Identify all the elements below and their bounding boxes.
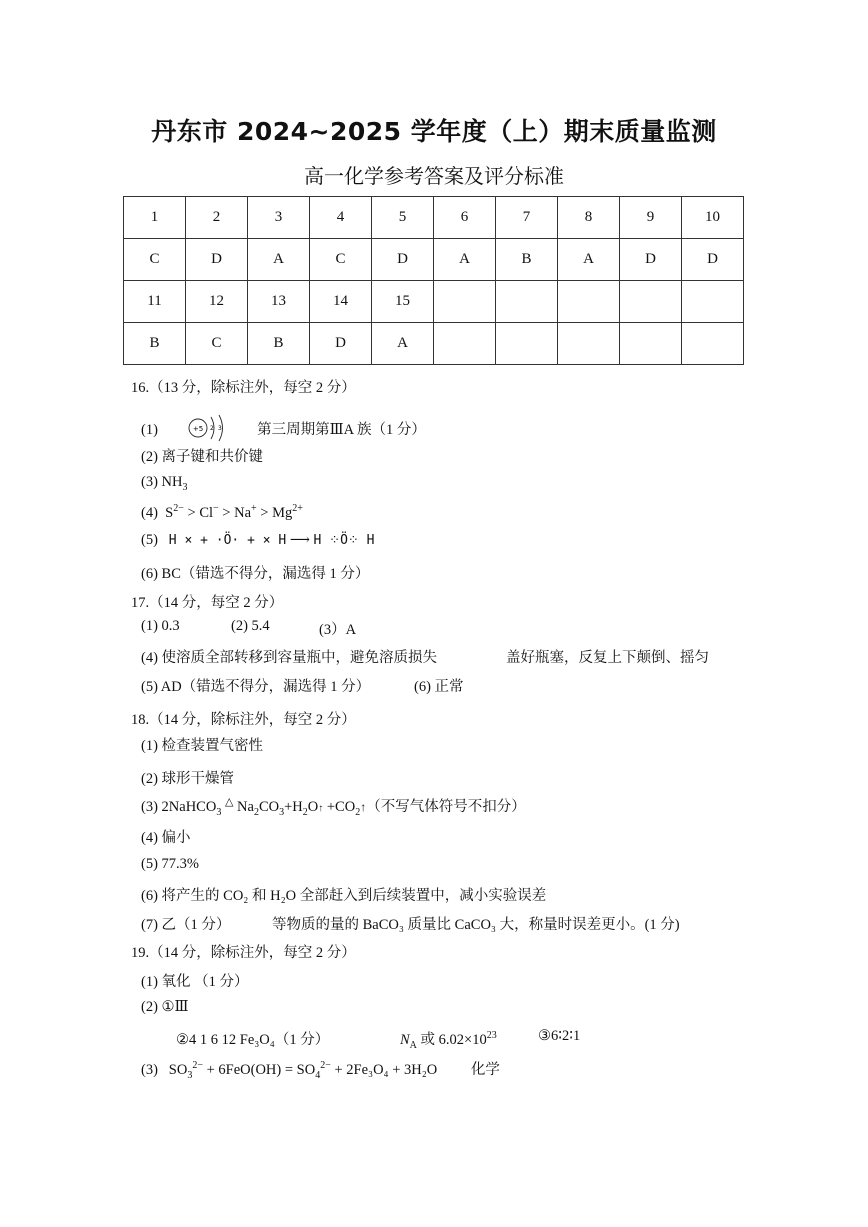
- q16-p1-text: 第三周期第ⅢA 族（1 分）: [257, 421, 426, 438]
- table-cell: [434, 323, 496, 365]
- table-cell: D: [372, 239, 434, 281]
- table-cell: A: [248, 239, 310, 281]
- q16-part1: [141, 413, 426, 448]
- q16-part2: (2) 离子键和共价键: [141, 449, 264, 465]
- q18-part6: (6) 将产生的 CO₂ 和 H₂O 全部赶入到后续装置中，减小实验误差: [141, 888, 547, 904]
- table-cell: 10: [682, 197, 744, 239]
- table-cell: 3: [248, 197, 310, 239]
- gas-arrow-icon: ↑: [318, 803, 324, 814]
- q18-part7a: (7) 乙（1 分）: [141, 917, 231, 933]
- table-row: [124, 281, 744, 323]
- q16-part6: (6) BC（错选不得分，漏选得 1 分）: [141, 566, 370, 582]
- q18-part1: (1) 检查装置气密性: [141, 738, 264, 754]
- atom-nucleus-label: +5: [192, 425, 203, 433]
- table-cell: A: [558, 239, 620, 281]
- table-cell: [558, 281, 620, 323]
- table-row: [124, 323, 744, 365]
- table-row: [124, 197, 744, 239]
- q18-part4: (4) 偏小: [141, 830, 191, 846]
- q16-header: 16.（13 分，除标注外，每空 2 分）: [131, 380, 356, 396]
- table-cell: 15: [372, 281, 434, 323]
- table-cell: 2: [186, 197, 248, 239]
- table-cell: 7: [496, 197, 558, 239]
- q17-part3: (3）A: [319, 622, 357, 638]
- q19-part2d: ③6∶2∶1: [538, 1028, 581, 1044]
- q19-part2c: $N_A$ 或 $6.02\times 10^{23}$: [400, 1030, 497, 1051]
- q17-part5: (5) AD（错选不得分，漏选得 1 分）: [141, 679, 371, 695]
- table-cell: [682, 281, 744, 323]
- gas-arrow-icon: ↑: [360, 800, 367, 814]
- q18-part5: (5) 77.3%: [141, 856, 199, 872]
- table-cell: [434, 281, 496, 323]
- q19-part2: (2) ①Ⅲ: [141, 999, 189, 1015]
- table-row: [124, 239, 744, 281]
- table-cell: 11: [124, 281, 186, 323]
- q17-part6: (6) 正常: [414, 679, 464, 695]
- table-cell: D: [682, 239, 744, 281]
- table-cell: [682, 323, 744, 365]
- atom-structure-diagram: [184, 413, 244, 448]
- q17-header: 17.（14 分，每空 2 分）: [131, 595, 284, 611]
- table-cell: C: [124, 239, 186, 281]
- table-cell: 12: [186, 281, 248, 323]
- table-cell: 4: [310, 197, 372, 239]
- table-cell: C: [186, 323, 248, 365]
- q19-part2b: ②4 1 6 12 Fe₃O₄（1 分）: [176, 1032, 330, 1048]
- q17-part4b: 盖好瓶塞，反复上下颠倒、摇匀: [506, 650, 709, 666]
- q18-part2: (2) 球形干燥管: [141, 771, 235, 787]
- table-cell: 6: [434, 197, 496, 239]
- q18-part7b: 等物质的量的 BaCO₃ 质量比 CaCO₃ 大，称量时误差更小。(1 分): [272, 917, 680, 933]
- electron-formation-right: H ⁘Ö⁘ H: [313, 533, 375, 548]
- table-cell: 1: [124, 197, 186, 239]
- electron-formation-left: H × + ·Ö· + × H: [168, 533, 287, 548]
- table-cell: D: [620, 239, 682, 281]
- table-cell: 8: [558, 197, 620, 239]
- table-cell: [558, 323, 620, 365]
- q17-part1: (1) 0.3: [141, 618, 180, 634]
- table-cell: 13: [248, 281, 310, 323]
- table-cell: 5: [372, 197, 434, 239]
- reaction-arrow: ⟶: [289, 533, 310, 548]
- heat-condition-symbol: △: [224, 796, 234, 808]
- table-cell: A: [434, 239, 496, 281]
- table-cell: 9: [620, 197, 682, 239]
- table-cell: A: [372, 323, 434, 365]
- answer-table: [123, 196, 744, 365]
- q17-part2: (2) 5.4: [231, 618, 270, 634]
- table-cell: [620, 281, 682, 323]
- q19-part1: (1) 氧化 （1 分）: [141, 974, 249, 990]
- table-cell: [496, 281, 558, 323]
- page-title: 丹东市 2024~2025 学年度（上）期末质量监测: [151, 117, 717, 146]
- q17-part4a: (4) 使溶质全部转移到容量瓶中，避免溶质损失: [141, 650, 438, 666]
- q19-header: 19.（14 分，除标注外，每空 2 分）: [131, 945, 356, 961]
- table-cell: B: [248, 323, 310, 365]
- table-cell: B: [496, 239, 558, 281]
- table-cell: B: [124, 323, 186, 365]
- table-cell: [620, 323, 682, 365]
- page-subtitle: 高一化学参考答案及评分标准: [304, 164, 564, 188]
- q18-header: 18.（14 分，除标注外，每空 2 分）: [131, 712, 356, 728]
- table-cell: C: [310, 239, 372, 281]
- table-cell: [496, 323, 558, 365]
- q16-part3: (3) $NH_3$: [141, 474, 188, 493]
- q19-part3: (3) $SO_3^{2-} + 6FeO(OH) = SO_4^{2-} + 2Fe_3O_4 + 3H_2O$ 化学: [141, 1060, 500, 1081]
- table-cell: 14: [310, 281, 372, 323]
- svg-text:3: 3: [217, 425, 222, 432]
- svg-text:2: 2: [209, 425, 214, 432]
- q16-part5: (5) H × + ·Ö· + × H ⟶ H ⁘Ö⁘ H: [141, 532, 375, 548]
- table-cell: D: [186, 239, 248, 281]
- q16-p1-label: (1): [141, 421, 158, 438]
- q18-part3: (3) 2NaHCO$_3$ △ $Na_2CO_3+H_2O↑$ $+CO_2↑$（不写气体符号不扣分）: [141, 796, 526, 818]
- q16-part4: (4) $S^{2-} > Cl^- > Na^+ > Mg^{2+}$: [141, 503, 303, 521]
- table-cell: D: [310, 323, 372, 365]
